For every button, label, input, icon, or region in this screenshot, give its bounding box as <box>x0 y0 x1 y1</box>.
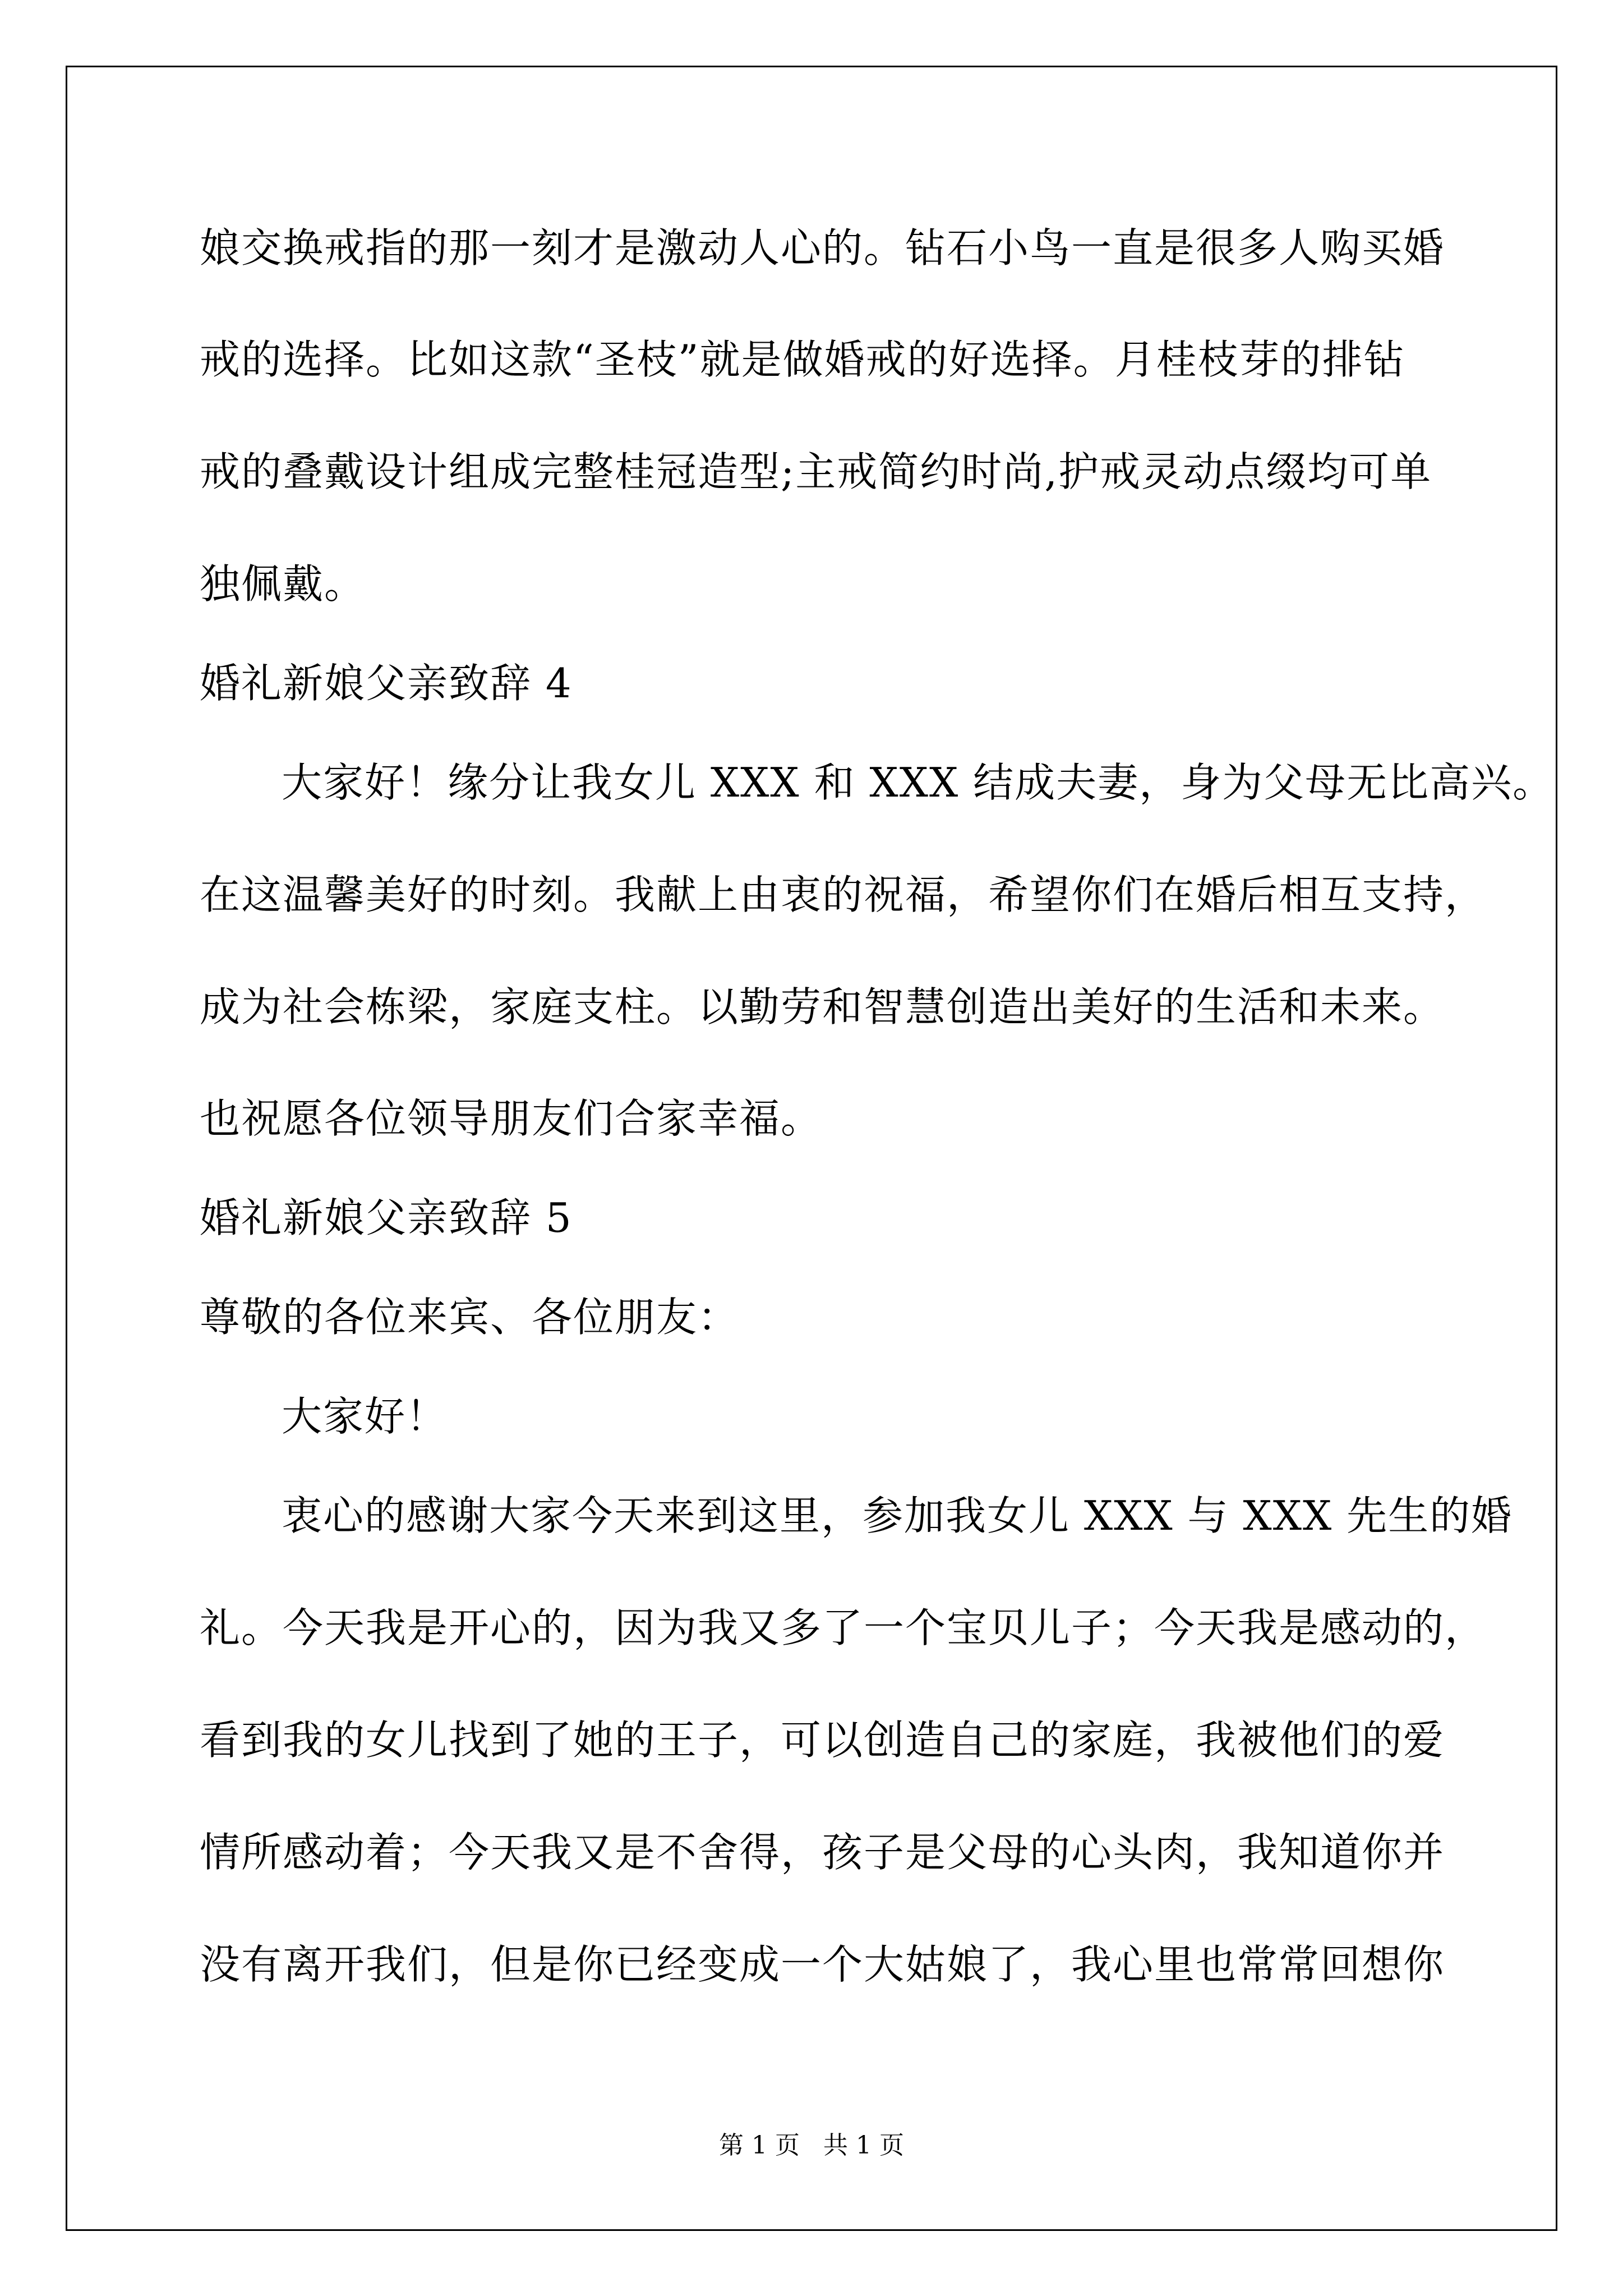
section-heading: 婚礼新娘父亲致辞 4 <box>200 660 573 707</box>
page-border <box>66 66 1557 2231</box>
body-line: 也祝愿各位领导朋友们合家幸福。 <box>200 1095 823 1142</box>
body-line: 没有离开我们，但是你已经变成一个大姑娘了，我心里也常常回想你 <box>200 1941 1445 1988</box>
body-line: 情所感动着；今天我又是不舍得，孩子是父母的心头肉，我知道你并 <box>200 1829 1445 1876</box>
body-line: 戒的选择。比如这款“圣枝”就是做婚戒的好选择。月桂枝芽的排钻 <box>200 336 1405 383</box>
page-footer: 第 1 页 共 1 页 <box>719 2131 904 2160</box>
salutation: 尊敬的各位来宾、各位朋友： <box>200 1294 740 1341</box>
body-line: 戒的叠戴设计组成完整桂冠造型;主戒简约时尚,护戒灵动点缀均可单 <box>200 448 1432 495</box>
body-line: 娘交换戒指的那一刻才是激动人心的。钻石小鸟一直是很多人购买婚 <box>200 224 1445 272</box>
body-line: 大家好！缘分让我女儿 XXX 和 XXX 结成夫妻，身为父母无比高兴。 <box>282 759 1555 806</box>
body-line: 看到我的女儿找到了她的王子，可以创造自己的家庭，我被他们的爱 <box>200 1717 1445 1764</box>
body-line: 礼。今天我是开心的，因为我又多了一个宝贝儿子；今天我是感动的， <box>200 1604 1487 1651</box>
body-line: 在这温馨美好的时刻。我献上由衷的祝福，希望你们在婚后相互支持， <box>200 871 1487 918</box>
body-line: 独佩戴。 <box>200 560 366 608</box>
greeting: 大家好！ <box>282 1393 448 1440</box>
body-line: 成为社会栋梁，家庭支柱。以勤劳和智慧创造出美好的生活和未来。 <box>200 983 1445 1030</box>
body-line: 衷心的感谢大家今天来到这里，参加我女儿 XXX 与 XXX 先生的婚 <box>282 1492 1513 1539</box>
section-heading: 婚礼新娘父亲致辞 5 <box>200 1194 573 1241</box>
